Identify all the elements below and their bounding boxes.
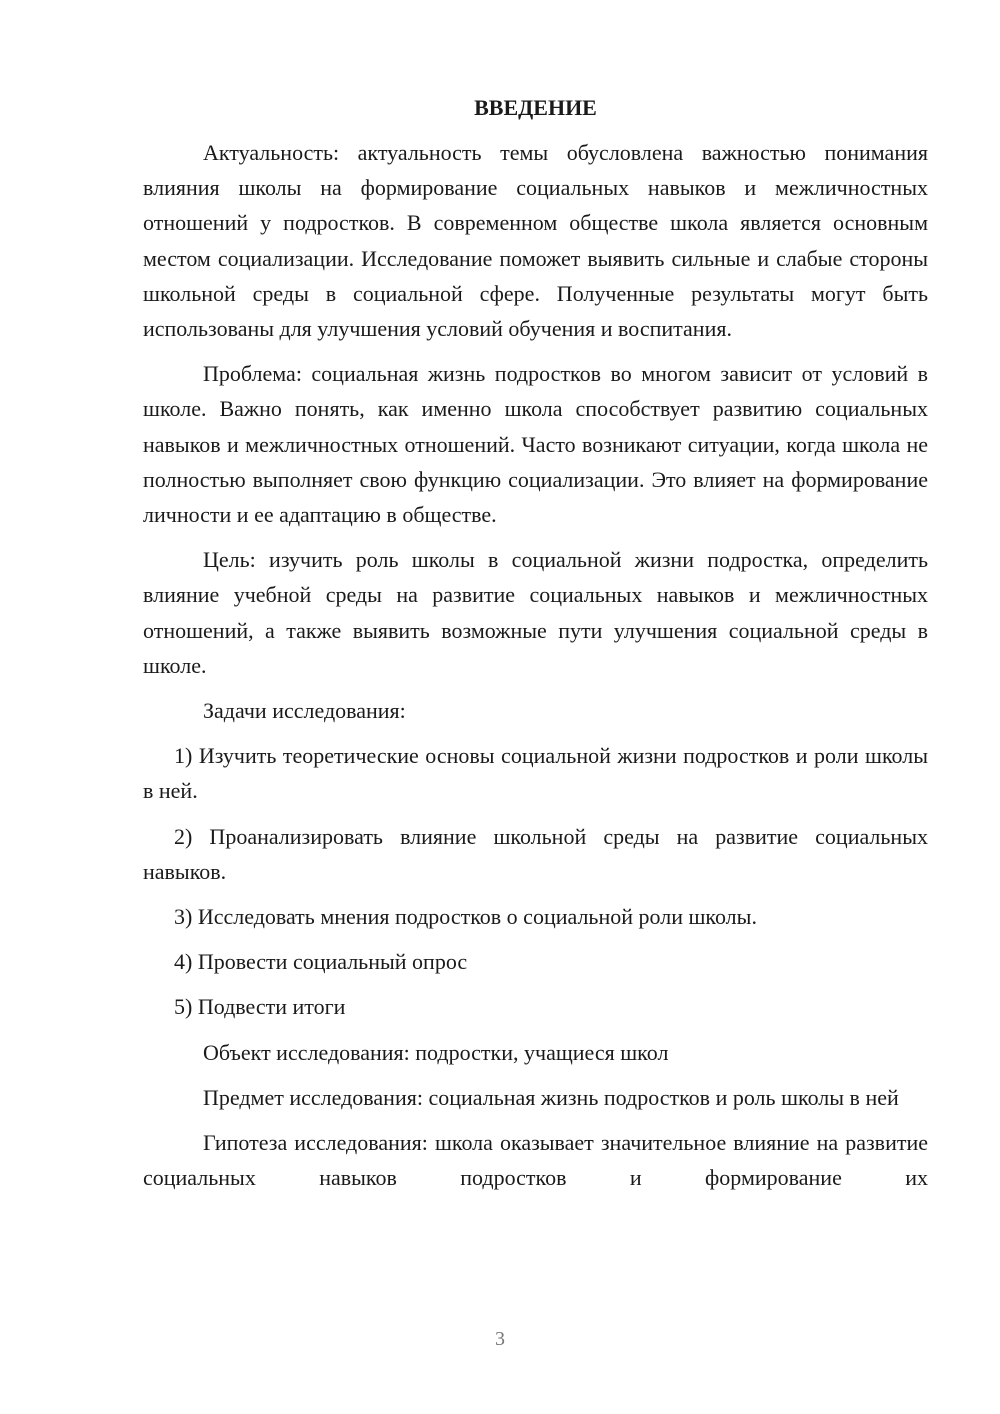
task-item-2: 2) Проанализировать влияние школьной среды на развитие социальных навыков. — [143, 823, 928, 884]
task-item-1: 1) Изучить теоретические основы социальной жизни подростков и роли школы в ней. — [143, 743, 928, 804]
problem-paragraph: Проблема: социальная жизнь подростков во многом зависит от условий в школе. Важно понять, как именно школа способствует развитию социальных навыков и межличностных отношений. Часто возникают ситуации, когда школа не полностью выполняет свою функцию социализации. Это влияет на формирование личности и ее адаптацию в обществе. — [143, 361, 928, 528]
relevance-paragraph: Актуальность: актуальность темы обусловлена важностью понимания влияния школы на формирование социальных навыков и межличностных отношений у подростков. В современном обществе школа является основным местом социализации. Исследование поможет выявить сильные и слабые стороны школьной среды в социальной сфере. Полученные результаты могут быть использованы для улучшения условий обучения и воспитания. — [143, 140, 928, 342]
goal-paragraph: Цель: изучить роль школы в социальной жизни подростка, определить влияние учебной среды на развитие социальных навыков и межличностных отношений, а также выявить возможные пути улучшения социальной среды в школе. — [143, 547, 928, 678]
hypothesis-paragraph: Гипотеза исследования: школа оказывает значительное влияние на развитие социальных навыков подростков и формирование их — [143, 1130, 928, 1191]
tasks-heading: Задачи исследования: — [203, 698, 406, 724]
section-title: ВВЕДЕНИЕ — [474, 95, 597, 120]
document-page — [143, 90, 928, 1195]
page-number: 3 — [495, 1328, 505, 1350]
task-item-3: 3) Исследовать мнения подростков о социальной роли школы. — [174, 904, 757, 930]
task-item-4: 4) Провести социальный опрос — [174, 949, 468, 975]
subject-paragraph: Предмет исследования: социальная жизнь подростков и роль школы в ней — [203, 1084, 899, 1110]
object-paragraph: Объект исследования: подростки, учащиеся школ — [203, 1039, 669, 1065]
task-item-5: 5) Подвести итоги — [174, 994, 346, 1020]
